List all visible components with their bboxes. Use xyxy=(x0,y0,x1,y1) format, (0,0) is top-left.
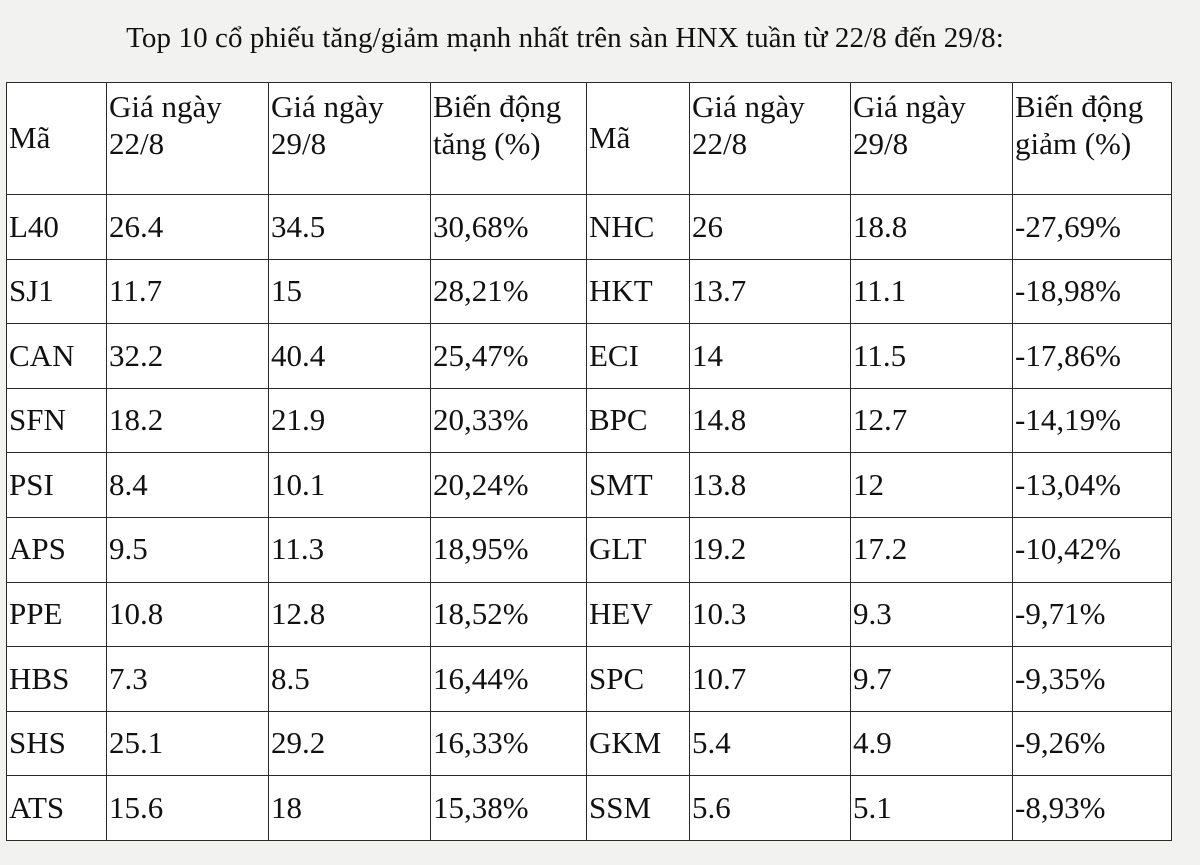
up-price-29-cell: 10.1 xyxy=(269,453,431,518)
up-change-cell: 20,24% xyxy=(431,453,587,518)
table-row xyxy=(7,324,1172,389)
table-row xyxy=(7,647,1172,712)
stock-table xyxy=(6,82,1172,841)
up-price-29-cell: 18 xyxy=(269,776,431,841)
table-row xyxy=(7,582,1172,647)
up-code-cell: L40 xyxy=(7,195,107,260)
up-change-cell: 16,44% xyxy=(431,647,587,712)
up-price-29-cell: 34.5 xyxy=(269,195,431,260)
down-price-22-cell: 10.7 xyxy=(690,647,851,712)
down-change-cell: -9,26% xyxy=(1013,711,1172,776)
table-row xyxy=(7,453,1172,518)
up-price-22-cell: 11.7 xyxy=(107,259,269,324)
up-price-22-cell: 32.2 xyxy=(107,324,269,389)
down-price-22-cell: 10.3 xyxy=(690,582,851,647)
up-code-cell: PPE xyxy=(7,582,107,647)
up-price-29-cell: 21.9 xyxy=(269,388,431,453)
up-code-cell: ATS xyxy=(7,776,107,841)
down-price-29-cell: 5.1 xyxy=(851,776,1013,841)
down-change-cell: -27,69% xyxy=(1013,195,1172,260)
up-price-29-cell: 40.4 xyxy=(269,324,431,389)
down-price-29-cell: 9.7 xyxy=(851,647,1013,712)
down-price-29-cell: 12.7 xyxy=(851,388,1013,453)
header-line: 22/8 xyxy=(692,125,748,161)
down-code-cell: HEV xyxy=(587,582,690,647)
up-price-22-cell: 26.4 xyxy=(107,195,269,260)
down-code-cell: GKM xyxy=(587,711,690,776)
up-change-cell: 30,68% xyxy=(431,195,587,260)
up-code-cell: CAN xyxy=(7,324,107,389)
header-line: 29/8 xyxy=(853,125,909,161)
header-line: giảm (%) xyxy=(1015,125,1132,161)
header-price-29-down xyxy=(851,83,1013,195)
header-line: 22/8 xyxy=(109,125,165,161)
down-price-29-cell: 17.2 xyxy=(851,517,1013,582)
down-code-cell: GLT xyxy=(587,517,690,582)
table-row xyxy=(7,388,1172,453)
down-price-29-cell: 12 xyxy=(851,453,1013,518)
down-price-22-cell: 13.7 xyxy=(690,259,851,324)
down-price-22-cell: 5.6 xyxy=(690,776,851,841)
down-change-cell: -8,93% xyxy=(1013,776,1172,841)
up-change-cell: 18,95% xyxy=(431,517,587,582)
up-code-cell: SFN xyxy=(7,388,107,453)
header-price-29-up xyxy=(269,83,431,195)
up-code-cell: PSI xyxy=(7,453,107,518)
up-code-cell: APS xyxy=(7,517,107,582)
up-price-22-cell: 9.5 xyxy=(107,517,269,582)
down-change-cell: -10,42% xyxy=(1013,517,1172,582)
header-change-up xyxy=(431,83,587,195)
up-price-22-cell: 15.6 xyxy=(107,776,269,841)
down-price-22-cell: 13.8 xyxy=(690,453,851,518)
down-code-cell: NHC xyxy=(587,195,690,260)
up-price-22-cell: 10.8 xyxy=(107,582,269,647)
down-code-cell: HKT xyxy=(587,259,690,324)
down-price-22-cell: 14 xyxy=(690,324,851,389)
header-price-22-up xyxy=(107,83,269,195)
up-change-cell: 25,47% xyxy=(431,324,587,389)
up-price-22-cell: 7.3 xyxy=(107,647,269,712)
down-price-29-cell: 18.8 xyxy=(851,195,1013,260)
table-header-row xyxy=(7,83,1172,195)
down-change-cell: -18,98% xyxy=(1013,259,1172,324)
up-price-22-cell: 25.1 xyxy=(107,711,269,776)
down-price-22-cell: 5.4 xyxy=(690,711,851,776)
table-row xyxy=(7,517,1172,582)
down-change-cell: -9,35% xyxy=(1013,647,1172,712)
header-price-22-down xyxy=(690,83,851,195)
up-code-cell: HBS xyxy=(7,647,107,712)
down-change-cell: -9,71% xyxy=(1013,582,1172,647)
down-code-cell: SMT xyxy=(587,453,690,518)
down-price-22-cell: 19.2 xyxy=(690,517,851,582)
up-change-cell: 15,38% xyxy=(431,776,587,841)
up-price-29-cell: 15 xyxy=(269,259,431,324)
down-price-29-cell: 11.5 xyxy=(851,324,1013,389)
up-price-29-cell: 12.8 xyxy=(269,582,431,647)
down-code-cell: ECI xyxy=(587,324,690,389)
header-line: tăng (%) xyxy=(433,125,541,161)
down-price-29-cell: 11.1 xyxy=(851,259,1013,324)
up-price-29-cell: 11.3 xyxy=(269,517,431,582)
up-price-29-cell: 29.2 xyxy=(269,711,431,776)
down-code-cell: SPC xyxy=(587,647,690,712)
header-line: 29/8 xyxy=(271,125,327,161)
header-line: Giá ngày xyxy=(692,89,805,124)
table-row xyxy=(7,711,1172,776)
up-price-22-cell: 18.2 xyxy=(107,388,269,453)
header-code-up: Mã xyxy=(7,83,107,195)
header-line: Giá ngày xyxy=(271,89,384,124)
down-price-22-cell: 26 xyxy=(690,195,851,260)
header-code-down: Mã xyxy=(587,83,690,195)
up-price-29-cell: 8.5 xyxy=(269,647,431,712)
down-price-22-cell: 14.8 xyxy=(690,388,851,453)
header-change-down xyxy=(1013,83,1172,195)
down-price-29-cell: 4.9 xyxy=(851,711,1013,776)
table-row xyxy=(7,259,1172,324)
table-row xyxy=(7,195,1172,260)
down-code-cell: SSM xyxy=(587,776,690,841)
table-row xyxy=(7,776,1172,841)
up-change-cell: 28,21% xyxy=(431,259,587,324)
up-code-cell: SHS xyxy=(7,711,107,776)
down-price-29-cell: 9.3 xyxy=(851,582,1013,647)
up-change-cell: 18,52% xyxy=(431,582,587,647)
header-line: Biến động xyxy=(433,89,562,124)
down-change-cell: -13,04% xyxy=(1013,453,1172,518)
header-line: Biến động xyxy=(1015,89,1144,124)
up-code-cell: SJ1 xyxy=(7,259,107,324)
down-change-cell: -17,86% xyxy=(1013,324,1172,389)
header-line: Giá ngày xyxy=(853,89,966,124)
down-code-cell: BPC xyxy=(587,388,690,453)
page-title: Top 10 cổ phiếu tăng/giảm mạnh nhất trên sàn HNX tuần từ 22/8 đến 29/8: xyxy=(126,22,1004,54)
up-change-cell: 20,33% xyxy=(431,388,587,453)
up-change-cell: 16,33% xyxy=(431,711,587,776)
header-line: Giá ngày xyxy=(109,89,222,124)
down-change-cell: -14,19% xyxy=(1013,388,1172,453)
up-price-22-cell: 8.4 xyxy=(107,453,269,518)
